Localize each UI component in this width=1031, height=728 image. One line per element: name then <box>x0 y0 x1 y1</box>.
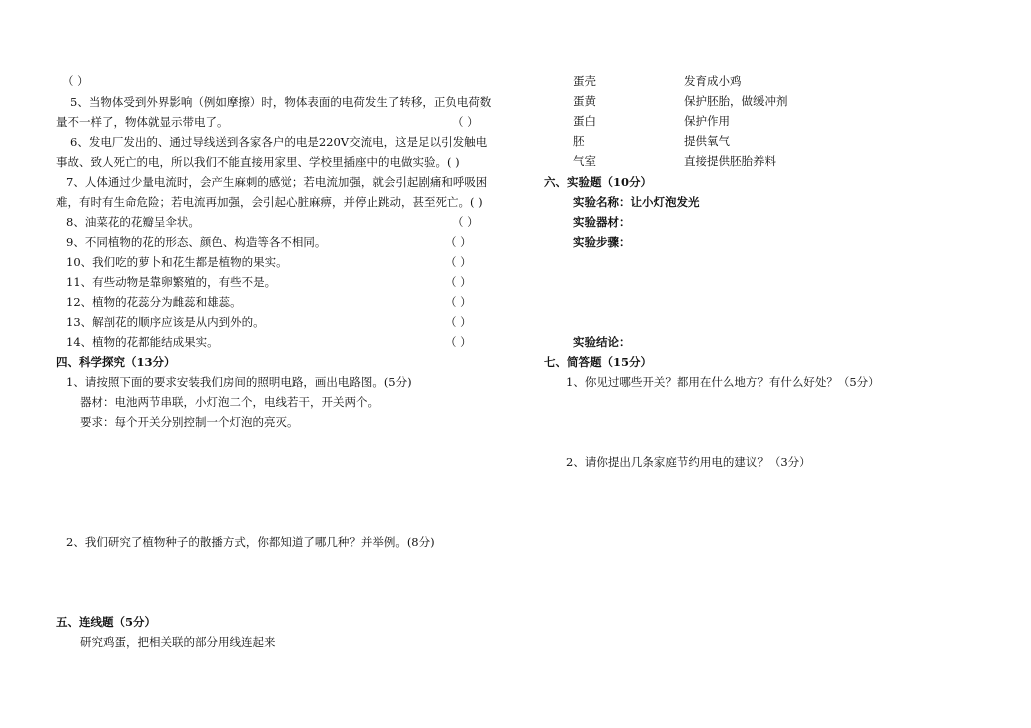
match-left-item: 胚 <box>573 134 585 148</box>
q8-answer-parens: （ ） <box>452 215 479 229</box>
q11-answer-parens: （ ） <box>445 275 472 289</box>
experiment-conclusion: 实验结论： <box>573 335 631 349</box>
answer-parens: （ ） <box>62 74 89 88</box>
section-4-heading: 四、科学探究（13分） <box>56 355 176 369</box>
q9-text: 9、不同植物的花的形态、颜色、构造等各不相同。 <box>66 235 327 249</box>
q14-answer-parens: （ ） <box>445 335 472 349</box>
experiment-equipment: 实验器材： <box>573 215 631 229</box>
match-right-item: 保护作用 <box>684 114 730 128</box>
section-5-description: 研究鸡蛋，把相关联的部分用线连起来 <box>80 635 276 649</box>
section-6-heading: 六、实验题（10分） <box>544 175 653 189</box>
match-right-item: 提供氧气 <box>684 134 730 148</box>
q8-text: 8、油菜花的花瓣呈伞状。 <box>66 215 200 229</box>
q11-text: 11、有些动物是靠卵繁殖的，有些不是。 <box>66 275 277 289</box>
q5-line-1: 5、当物体受到外界影响（例如摩擦）时，物体表面的电荷发生了转移，正负电荷数 <box>70 95 492 109</box>
q13-text: 13、解剖花的顺序应该是从内到外的。 <box>66 315 265 329</box>
q14-text: 14、植物的花都能结成果实。 <box>66 335 219 349</box>
section-5-heading: 五、连线题（5分） <box>56 615 157 629</box>
q12-text: 12、植物的花蕊分为雌蕊和雄蕊。 <box>66 295 242 309</box>
q9-answer-parens: （ ） <box>445 235 472 249</box>
q10-text: 10、我们吃的萝卜和花生都是植物的果实。 <box>66 255 288 269</box>
q6-line-1: 6、发电厂发出的、通过导线送到各家各户的电是220V交流电，这是足以引发触电 <box>70 135 488 149</box>
q12-answer-parens: （ ） <box>445 295 472 309</box>
section-4-q1: 1、请按照下面的要求安装我们房间的照明电路，画出电路图。(5分) <box>66 375 412 389</box>
match-left-item: 气室 <box>573 154 596 168</box>
match-left-item: 蛋壳 <box>573 74 596 88</box>
section-7-q1: 1、你见过哪些开关？都用在什么地方？有什么好处？（5分） <box>566 375 880 389</box>
match-left-item: 蛋黄 <box>573 94 596 108</box>
section-4-q2: 2、我们研究了植物种子的散播方式，你都知道了哪几种？并举例。(8分) <box>66 535 435 549</box>
section-4-q1-requirement: 要求：每个开关分别控制一个灯泡的亮灭。 <box>80 415 299 429</box>
match-right-item: 保护胚胎，做缓冲剂 <box>684 94 788 108</box>
section-7-q2: 2、请你提出几条家庭节约用电的建议？（3分） <box>566 455 811 469</box>
q10-answer-parens: （ ） <box>445 255 472 269</box>
experiment-name: 实验名称：让小灯泡发光 <box>573 195 700 209</box>
match-right-item: 直接提供胚胎养料 <box>684 154 776 168</box>
section-7-heading: 七、简答题（15分） <box>544 355 653 369</box>
q6-line-2: 事故、致人死亡的电，所以我们不能直接用家里、学校里插座中的电做实验。( ) <box>56 155 460 169</box>
q7-line-1: 7、人体通过少量电流时，会产生麻刺的感觉；若电流加强，就会引起剧痛和呼吸困 <box>66 175 488 189</box>
q5-line-2: 量不一样了，物体就显示带电了。 <box>56 115 229 129</box>
experiment-steps: 实验步骤： <box>573 235 631 249</box>
match-right-item: 发育成小鸡 <box>684 74 742 88</box>
section-4-q1-materials: 器材：电池两节串联，小灯泡二个，电线若干，开关两个。 <box>80 395 379 409</box>
q13-answer-parens: （ ） <box>445 315 472 329</box>
q7-line-2: 难，有时有生命危险；若电流再加强，会引起心脏麻痹，并停止跳动，甚至死亡。( ) <box>56 195 483 209</box>
match-left-item: 蛋白 <box>573 114 596 128</box>
q5-answer-parens: （ ） <box>452 115 479 129</box>
